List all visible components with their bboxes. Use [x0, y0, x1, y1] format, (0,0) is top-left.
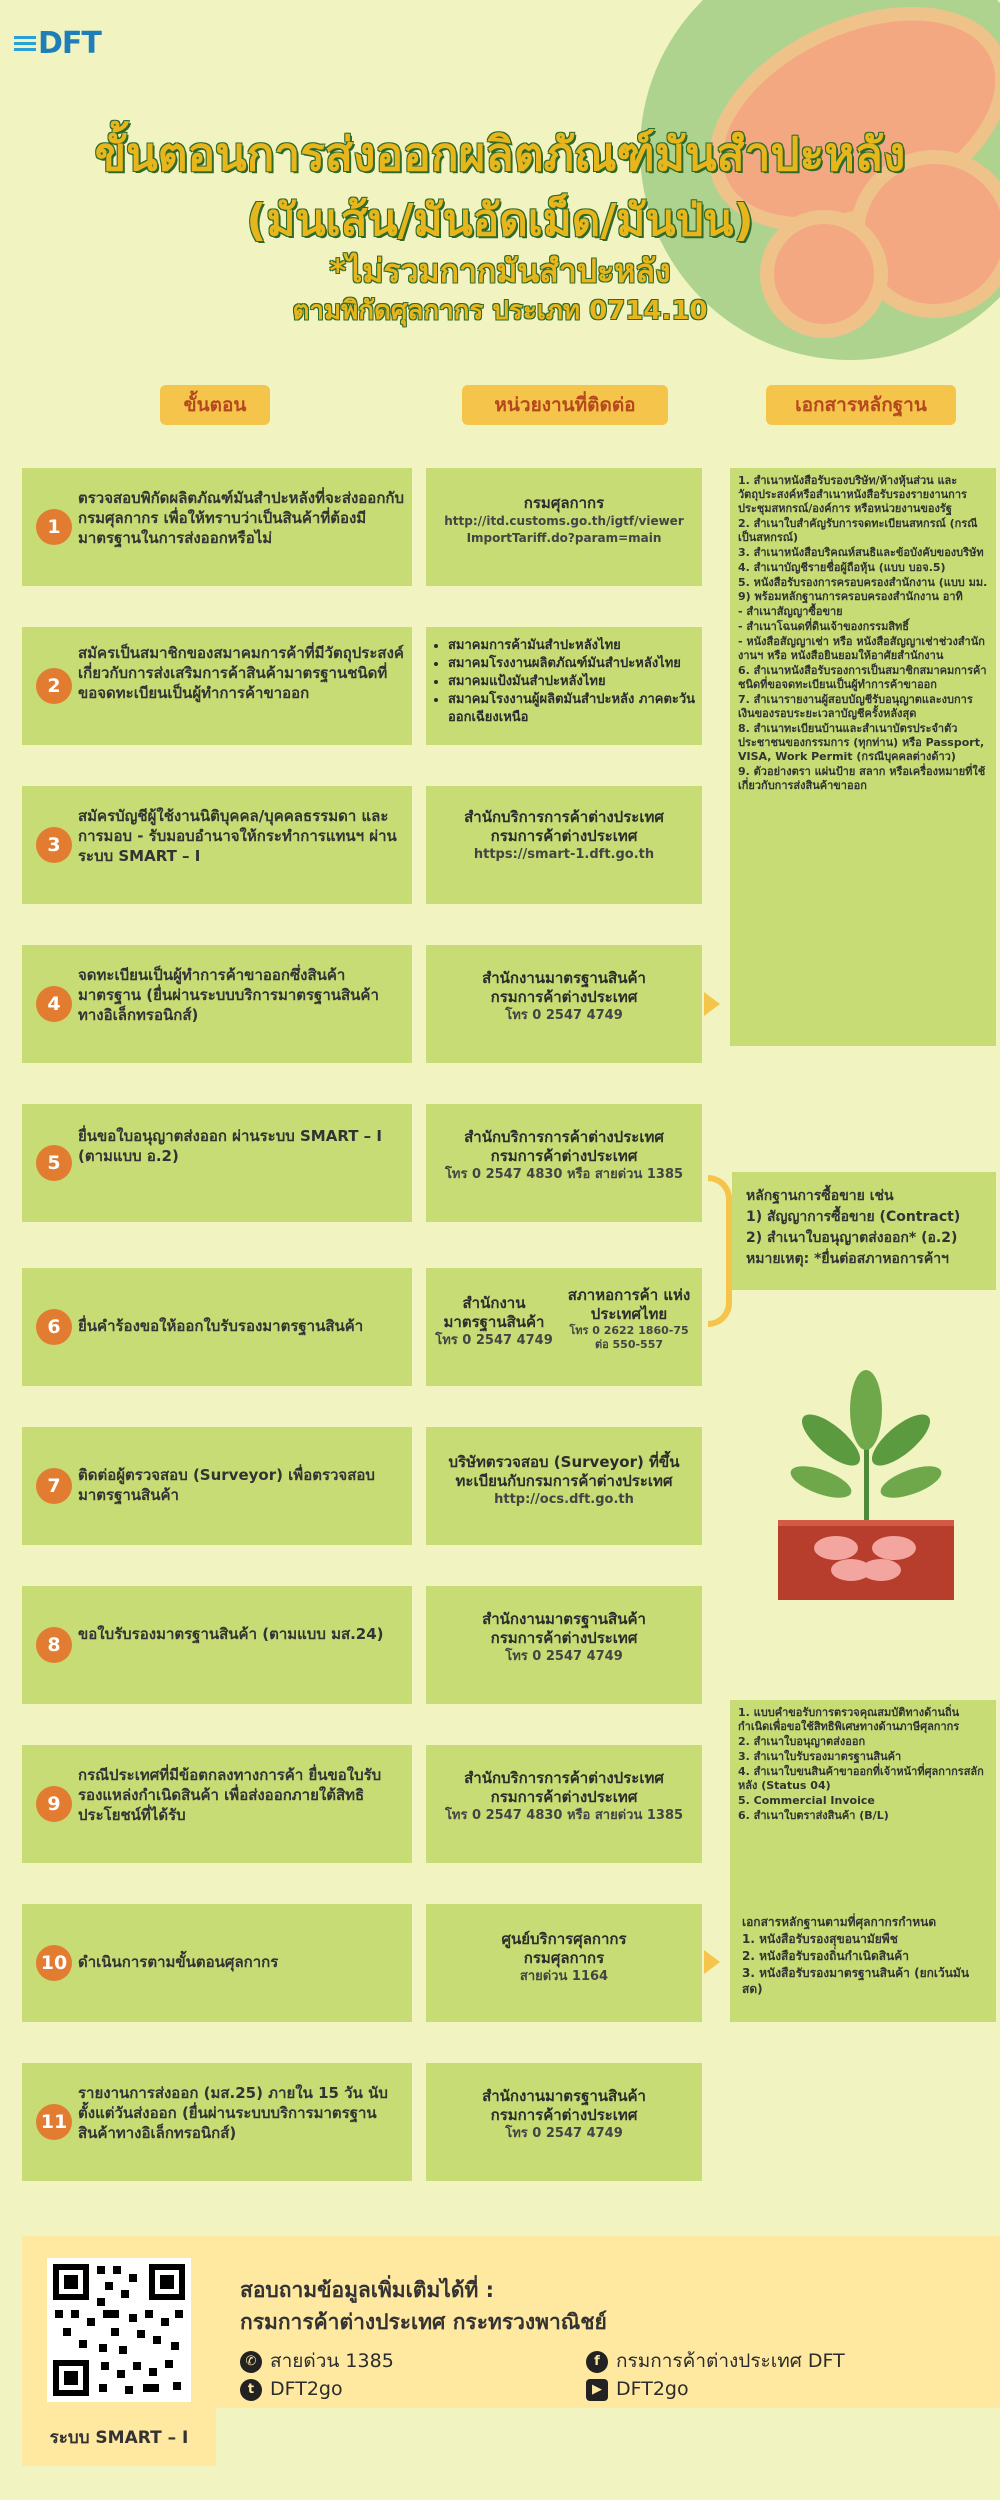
document-item: 4. สำเนาบัญชีรายชื่อผู้ถือหุ้น (แบบ บอจ.5): [738, 561, 946, 574]
tariff-code: ตามพิกัดศุลกากร ประเภท 0714.10: [292, 296, 708, 326]
step-number: 11: [36, 2104, 72, 2140]
qr-label: ระบบ SMART – I: [49, 2428, 189, 2448]
step-row: [22, 786, 412, 904]
document-item: 1. หนังสือรับรองสุขอนามัยพืช: [742, 1932, 898, 1946]
contact-department: กรมการค้าต่างประเทศ กระทรวงพาณิชย์: [240, 2310, 607, 2334]
step-text: สมัครบัญชีผู้ใช้งานนิติบุคคล/บุคคลธรรมดา และการมอบ - รับมอบอำนาจให้กระทำการแทนฯ ผ่านระบบ SMART – I: [78, 807, 397, 865]
step-number: 8: [36, 1627, 72, 1663]
agency-box: [426, 1427, 702, 1545]
agency-box: [426, 1104, 702, 1222]
agency-link[interactable]: http://ocs.dft.go.th: [494, 1492, 634, 1507]
step-row: [22, 2063, 412, 2181]
column-header-agency: หน่วยงานที่ติดต่อ: [462, 385, 668, 425]
page-note: *ไม่รวมกากมันสำปะหลัง: [329, 252, 671, 290]
agency-title: บริษัทตรวจสอบ (Surveyor) ที่ขึ้นทะเบียนกับกรมการค้าต่างประเทศ: [448, 1453, 680, 1490]
document-item: 1) สัญญาการซื้อขาย (Contract): [746, 1209, 961, 1225]
step-text: สมัครเป็นสมาชิกของสมาคมการค้าที่มีวัตถุประสงค์เกี่ยวกับการส่งเสริมการค้าสินค้ามาตรฐานชนิดที่ขอจดทะเบียนเป็นผู้ทำการค้าขาออก: [78, 644, 404, 702]
contact-panel: [216, 2236, 1000, 2408]
agency-box: [426, 786, 702, 904]
document-item: 1. สำเนาหนังสือรับรองบริษัท/ห้างหุ้นส่วน และวัตถุประสงค์หรือสำเนาหนังสือรับรองรายงานการประชุมสหกรณ์/องค์การ หรือหน่วยงานของรัฐ: [738, 474, 967, 515]
arrow-right-icon: [704, 992, 720, 1016]
facebook-icon: f: [586, 2351, 608, 2373]
step-text: รายงานการส่งออก (มส.25) ภายใน 15 วัน นับตั้งแต่วันส่งออก (ยื่นผ่านระบบบริการมาตรฐานสินค้าทางอิเล็กทรอนิกส์): [78, 2084, 388, 2142]
agency-box: [426, 1586, 702, 1704]
step-text: ตรวจสอบพิกัดผลิตภัณฑ์มันสำปะหลังที่จะส่งออกกับกรมศุลกากร เพื่อให้ทราบว่าเป็นสินค้าที่ต้องมีมาตรฐานในการส่งออกหรือไม่: [78, 489, 405, 547]
step-row: [22, 468, 412, 586]
contact-title: สอบถามข้อมูลเพิ่มเติมได้ที่ :: [240, 2278, 495, 2302]
step-text: ยื่นขอใบอนุญาตส่งออก ผ่านระบบ SMART – I (ตามแบบ อ.2): [78, 1127, 382, 1165]
hotline[interactable]: ✆ สายด่วน 1385: [240, 2346, 394, 2376]
agency-phone: สายด่วน 1164: [519, 1969, 609, 1984]
document-item: 3. สำเนาใบรับรองมาตรฐานสินค้า: [738, 1750, 902, 1763]
association-item: • สมาคมแป้งมันสำปะหลังไทย: [448, 673, 702, 691]
agency-box: [426, 1904, 702, 2022]
agency-box: [426, 2063, 702, 2181]
step-text: จดทะเบียนเป็นผู้ทำการค้าขาออกซึ่งสินค้ามาตรฐาน (ยื่นผ่านระบบบริการมาตรฐานสินค้าทางอิเล็กทรอนิกส์): [78, 966, 379, 1024]
step-row: [22, 1904, 412, 2022]
agency-title: สำนักงานมาตรฐานสินค้า กรมการค้าต่างประเทศ: [482, 2087, 646, 2124]
step-number: 3: [36, 827, 72, 863]
arrow-right-icon: [704, 1950, 720, 1974]
step-number: 1: [36, 509, 72, 545]
step-number: 5: [36, 1145, 72, 1181]
youtube-icon: ▶: [586, 2379, 608, 2401]
twitter-icon: t: [240, 2379, 262, 2401]
agency-phone: โทร 0 2547 4830 หรือ สายด่วน 1385: [444, 1808, 684, 1823]
document-item: - หนังสือสัญญาเช่า หรือ หนังสือสัญญาเช่าช่วงสำนักงานฯ หรือ หนังสือยินยอมให้อาศัยสำนักงาน: [738, 635, 985, 662]
document-item: 2. สำเนาใบอนุญาตส่งออก: [738, 1735, 866, 1748]
agency-box: [426, 1745, 702, 1863]
document-item: 2. สำเนาใบสำคัญรับการจดทะเบียนสหกรณ์ (กรณีเป็นสหกรณ์): [738, 517, 978, 544]
agency-title: สำนักงาน มาตรฐานสินค้า: [443, 1294, 545, 1331]
step-number: 7: [36, 1468, 72, 1504]
step-number: 4: [36, 986, 72, 1022]
twitter-link[interactable]: t DFT2go: [240, 2378, 343, 2401]
agency-title: กรมศุลกากร: [523, 494, 605, 512]
agency-link[interactable]: http://itd.customs.go.th/igtf/viewer ImportTariff.do?param=main: [444, 514, 684, 545]
document-item: - สำเนาสัญญาซื้อขาย: [738, 605, 843, 618]
step-row: [22, 1586, 412, 1704]
agency-link[interactable]: https://smart-1.dft.go.th: [473, 847, 655, 862]
step-row: [22, 1745, 412, 1863]
document-item: 8. สำเนาทะเบียนบ้านและสำเนาบัตรประจำตัวประชาชนของกรรมการ (ทุกท่าน) หรือ Passport, VISA, Work Permit (กรณีบุคคลต่างด้าว): [738, 722, 985, 763]
agency-box: [426, 627, 702, 745]
document-item: 7. สำเนารายงานผู้สอบบัญชีรับอนุญาตและงบการเงินของรอบระยะเวลาบัญชีครั้งหลังสุด: [738, 693, 973, 720]
document-item: 2. หนังสือรับรองถิ่นกำเนิดสินค้า: [742, 1949, 910, 1963]
youtube-link[interactable]: ▶ DFT2go: [586, 2378, 689, 2401]
step-row: [22, 1104, 412, 1222]
agency-title: สำนักงานมาตรฐานสินค้า กรมการค้าต่างประเทศ: [482, 1610, 646, 1647]
association-item: • สมาคมโรงงานผลิตภัณฑ์มันสำปะหลังไทย: [448, 655, 702, 673]
agency-title: สำนักบริการการค้าต่างประเทศ กรมการค้าต่างประเทศ: [464, 1769, 664, 1806]
column-header-steps: ขั้นตอน: [160, 385, 270, 425]
bracket-icon: [708, 1175, 732, 1327]
agency-phone: โทร 0 2547 4749: [505, 2126, 623, 2141]
association-item: • สมาคมโรงงานผู้ผลิตมันสำปะหลัง ภาคตะวันออกเฉียงเหนือ: [448, 691, 702, 727]
document-title: หลักฐานการซื้อขาย เช่น: [746, 1188, 894, 1204]
document-item: 4. สำเนาใบขนสินค้าขาออกที่เจ้าหน้าที่ศุลกากรสลักหลัง (Status 04): [738, 1765, 984, 1792]
agency-title: ศูนย์บริการศุลกากร กรมศุลกากร: [501, 1930, 627, 1967]
step-number: 10: [36, 1945, 72, 1981]
step-row: [22, 1268, 412, 1386]
cassava-plant-icon: [776, 1370, 956, 1600]
step-text: ขอใบรับรองมาตรฐานสินค้า (ตามแบบ มส.24): [78, 1625, 384, 1643]
agency-phone: โทร 0 2547 4830 หรือ สายด่วน 1385: [444, 1167, 684, 1182]
documents-registration: [730, 468, 996, 1046]
column-header-documents: เอกสารหลักฐาน: [766, 385, 956, 425]
agency-box: [426, 1268, 702, 1386]
document-item: 2) สำเนาใบอนุญาตส่งออก* (อ.2): [746, 1230, 958, 1246]
document-item: - สำเนาโฉนดที่ดินเจ้าของกรรมสิทธิ์: [738, 620, 910, 633]
agency-phone: โทร 0 2547 4749: [435, 1333, 553, 1348]
agency-phone: โทร 0 2547 4749: [505, 1008, 623, 1023]
document-item: 1. แบบคำขอรับการตรวจคุณสมบัติทางด้านถิ่นกำเนิดเพื่อขอใช้สิทธิพิเศษทางด้านภาษีศุลกากร: [738, 1706, 960, 1733]
document-item: 5. หนังสือรับรองการครอบครองสำนักงาน (แบบ มม. 9) พร้อมหลักฐานการครอบครองสำนักงาน อาทิ: [738, 576, 988, 603]
step-text: ติดต่อผู้ตรวจสอบ (Surveyor) เพื่อตรวจสอบมาตรฐานสินค้า: [78, 1466, 375, 1504]
document-item: 3. หนังสือรับรองมาตรฐานสินค้า (ยกเว้นมันสด): [742, 1966, 970, 1996]
document-item: 9. ตัวอย่างตรา แผ่นป้าย สลาก หรือเครื่องหมายที่ใช้เกี่ยวกับการส่งสินค้าขาออก: [738, 765, 986, 792]
documents-trade-evidence: [732, 1172, 996, 1290]
step-number: 2: [36, 668, 72, 704]
step-text: ยื่นคำร้องขอให้ออกใบรับรองมาตรฐานสินค้า: [78, 1317, 364, 1335]
qr-panel: [22, 2236, 216, 2466]
step-row: [22, 627, 412, 745]
facebook-link[interactable]: f กรมการค้าต่างประเทศ DFT: [586, 2346, 845, 2376]
step-text: ดำเนินการตามขั้นตอนศุลกากร: [78, 1953, 279, 1971]
documents-customs: [730, 1904, 996, 2022]
page-title: ขั้นตอนการส่งออกผลิตภัณฑ์มันสำปะหลัง: [94, 127, 906, 181]
agency-box: [426, 945, 702, 1063]
step-number: 6: [36, 1309, 72, 1345]
agency-title: สำนักบริการการค้าต่างประเทศ กรมการค้าต่างประเทศ: [464, 808, 664, 845]
document-item: 5. Commercial Invoice: [738, 1794, 875, 1807]
agency-phone: โทร 0 2622 1860-75 ต่อ 550-557: [569, 1324, 689, 1351]
agency-box: [426, 468, 702, 586]
document-title: เอกสารหลักฐานตามที่ศุลกากรกำหนด: [742, 1915, 937, 1929]
association-list: [426, 637, 702, 727]
document-item: 3. สำเนาหนังสือบริคณห์สนธิและข้อบังคับของบริษัท: [738, 546, 984, 559]
agency-title: สำนักบริการการค้าต่างประเทศ กรมการค้าต่างประเทศ: [464, 1128, 664, 1165]
step-text: กรณีประเทศที่มีข้อตกลงทางการค้า ยื่นขอใบรับรองแหล่งกำเนิดสินค้า เพื่อส่งออกภายใต้สิทธิประโยชน์ที่ได้รับ: [78, 1766, 382, 1824]
documents-origin-certificate: [730, 1700, 996, 1912]
association-item: • สมาคมการค้ามันสำปะหลังไทย: [448, 637, 702, 655]
document-item: 6. สำเนาหนังสือรับรองการเป็นสมาชิกสมาคมการค้าชนิดที่ขอจดทะเบียนเป็นผู้ทำการค้าขาออก: [738, 664, 987, 691]
step-row: [22, 945, 412, 1063]
agency-title: สภาหอการค้า แห่งประเทศไทย: [567, 1286, 691, 1323]
phone-icon: ✆: [240, 2351, 262, 2373]
agency-phone: โทร 0 2547 4749: [505, 1649, 623, 1664]
document-note: หมายเหตุ: *ยื่นต่อสภาหอการค้าฯ: [746, 1251, 949, 1267]
step-number: 9: [36, 1786, 72, 1822]
agency-title: สำนักงานมาตรฐานสินค้า กรมการค้าต่างประเทศ: [482, 969, 646, 1006]
page-subtitle: (มันเส้น/มันอัดเม็ด/มันป่น): [246, 195, 754, 246]
dft-logo: DFT: [14, 26, 101, 61]
step-row: [22, 1427, 412, 1545]
document-item: 6. สำเนาใบตราส่งสินค้า (B/L): [738, 1809, 889, 1822]
qr-code-icon[interactable]: [47, 2258, 191, 2402]
